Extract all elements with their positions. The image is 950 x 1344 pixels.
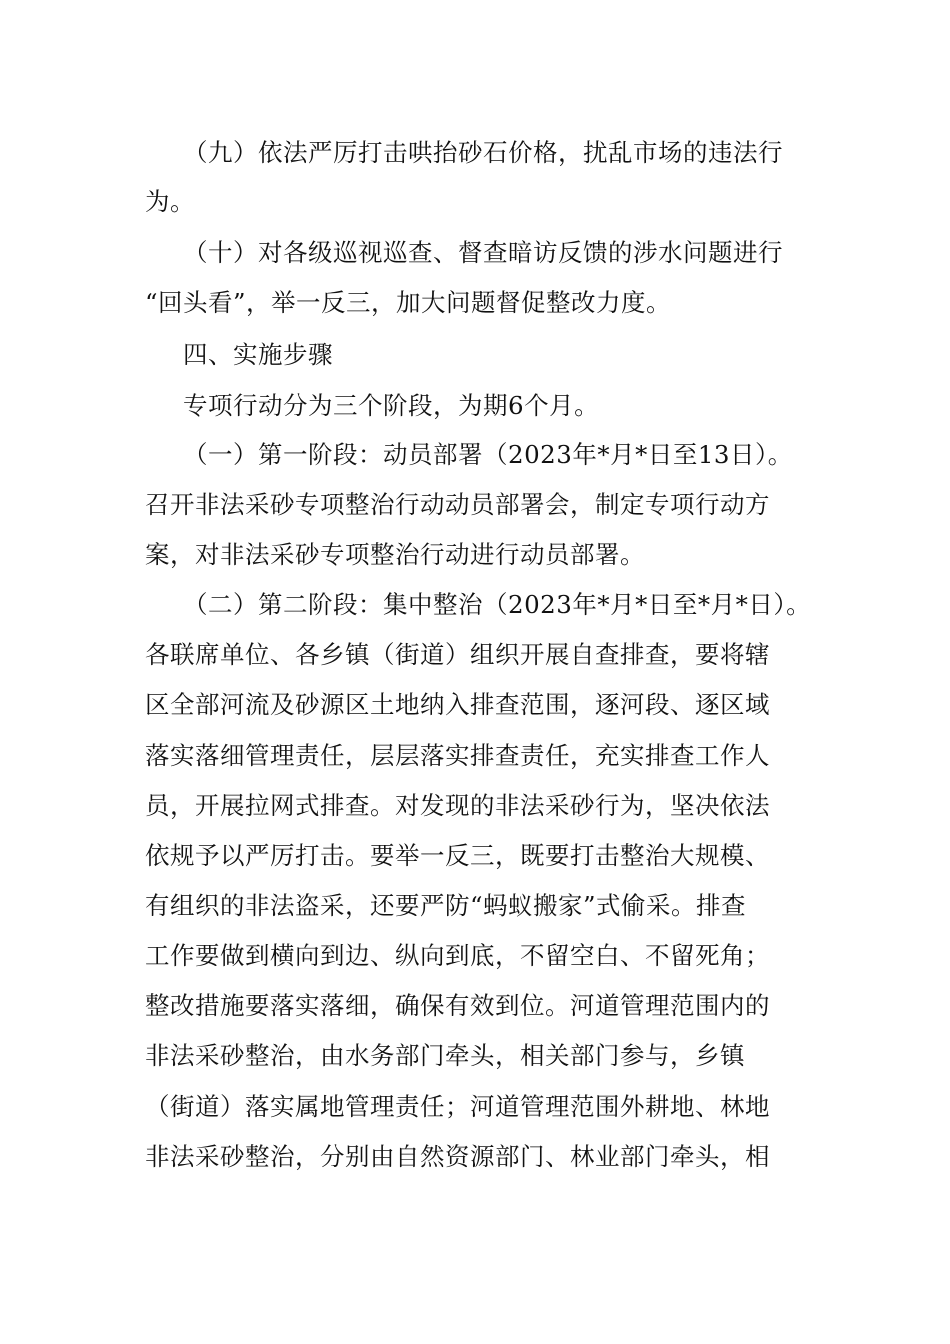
- text-line-21: 非法采砂整治，分别由自然资源部门、林业部门牵头，相: [145, 1142, 770, 1171]
- text-line-9: 案，对非法采砂专项整治行动进行动员部署。: [145, 540, 645, 569]
- text-line-2: 为。: [145, 187, 195, 216]
- text-line-16: 有组织的非法盗采，还要严防“蚂蚁搬家”式偷采。排查: [145, 891, 747, 920]
- text-line-15: 依规予以严厉打击。要举一反三，既要打击整治大规模、: [145, 841, 770, 870]
- text-line-17: 工作要做到横向到边、纵向到底，不留空白、不留死角；: [145, 941, 770, 970]
- text-line-18: 整改措施要落实落细，确保有效到位。河道管理范围内的: [145, 991, 770, 1020]
- text-line-11: 各联席单位、各乡镇（街道）组织开展自查排查，要将辖: [145, 640, 770, 669]
- text-line-12: 区全部河流及砂源区土地纳入排查范围，逐河段、逐区域: [145, 690, 770, 719]
- text-line-6: 专项行动分为三个阶段，为期6个月。: [183, 391, 600, 420]
- text-line-10: （二）第二阶段：集中整治（2023年*月*日至*月*日）。: [183, 590, 812, 619]
- text-line-1: （九）依法严厉打击哄抬砂石价格，扰乱市场的违法行: [183, 138, 783, 167]
- text-line-19: 非法采砂整治，由水务部门牵头，相关部门参与，乡镇: [145, 1041, 745, 1070]
- section-heading-steps: 四、实施步骤: [183, 340, 333, 369]
- text-line-14: 员，开展拉网式排查。对发现的非法采砂行为，坚决依法: [145, 791, 770, 820]
- text-line-4: “回头看”，举一反三，加大问题督促整改力度。: [145, 288, 672, 317]
- text-line-13: 落实落细管理责任，层层落实排查责任，充实排查工作人: [145, 741, 770, 770]
- text-line-20: （街道）落实属地管理责任；河道管理范围外耕地、林地: [145, 1092, 770, 1121]
- text-line-3: （十）对各级巡视巡查、督查暗访反馈的涉水问题进行: [183, 238, 783, 267]
- text-line-7: （一）第一阶段：动员部署（2023年*月*日至13日）。: [183, 440, 793, 469]
- text-line-8: 召开非法采砂专项整治行动动员部署会，制定专项行动方: [145, 490, 770, 519]
